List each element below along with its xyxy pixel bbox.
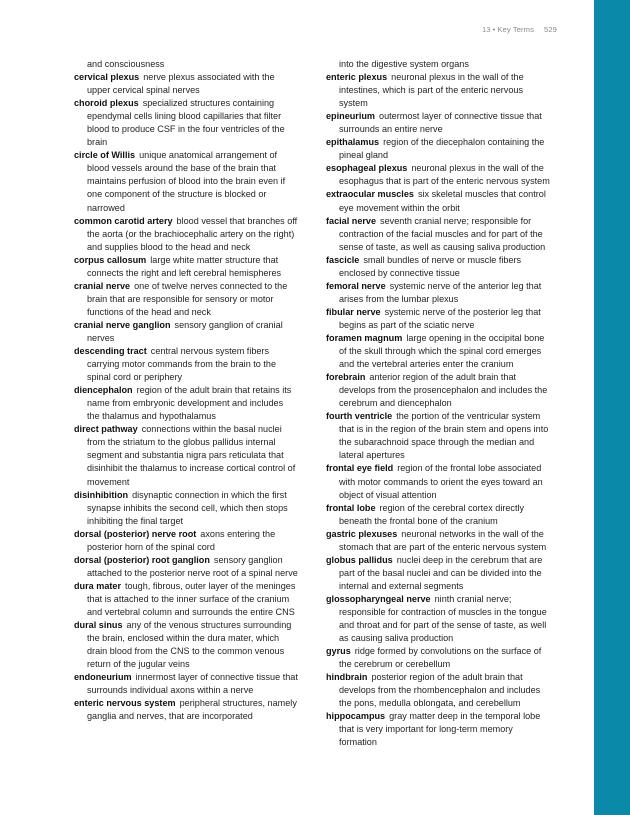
glossary-term: globus pallidus: [326, 554, 393, 565]
glossary-term: dural sinus: [74, 620, 123, 631]
glossary-definition: innermost layer of connective tissue that surrounds individual axons within a nerve: [87, 672, 298, 696]
glossary-entry: [74, 423, 298, 488]
glossary-definition: any of the venous structures surrounding the brain, enclosed within the dura mater, which drain blood from the CNS to the common venous return of the jugular veins: [87, 620, 292, 670]
glossary-definition: large opening in the occipital bone of the skull through which the spinal cord emerges and the vertebral arteries enter the cranium: [339, 332, 545, 370]
glossary-definition: sensory ganglion of cranial nerves: [87, 319, 283, 343]
glossary-entry: [326, 254, 550, 280]
glossary-definition: neuronal plexus in the wall of the intestines, which is part of the enteric nervous system: [339, 72, 524, 109]
glossary-definition: nuclei deep in the cerebrum that are part of the basal nuclei and can be divided into the internal and external segments: [339, 554, 543, 591]
glossary-definition: connections within the basal nuclei from the striatum to the globus pallidus internal segment and substantia nigra pars reticulata that disinhibit the thalamus to increase cortical control of movement: [87, 424, 296, 487]
glossary-term: cervical plexus: [74, 72, 140, 83]
header-separator: •: [492, 25, 496, 34]
glossary-entry: [74, 97, 298, 149]
glossary-term: choroid plexus: [74, 98, 139, 109]
glossary-term: frontal lobe: [326, 502, 376, 513]
glossary-entry: [326, 710, 550, 749]
glossary-column-left: [74, 58, 298, 723]
glossary-definition: region of the adult brain that retains its name from embryonic development and includes the thalamus and hypothalamus: [87, 385, 292, 422]
glossary-entry: [74, 280, 298, 319]
glossary-definition: systemic nerve of the anterior leg that arises from the lumbar plexus: [339, 280, 542, 304]
glossary-entry: [74, 345, 298, 384]
glossary-term: cranial nerve ganglion: [74, 319, 171, 330]
glossary-entry: [74, 319, 298, 345]
glossary-entry: [326, 332, 550, 371]
continuation-text: into the digestive system organs: [339, 59, 469, 69]
glossary-entry: [326, 410, 550, 462]
glossary-entry: [326, 280, 550, 306]
glossary-definition: tough, fibrous, outer layer of the meninges that is attached to the inner surface of the cranium and vertebral column and surrounds the entire CNS: [87, 580, 296, 617]
glossary-term: dura mater: [74, 580, 122, 591]
glossary-term: facial nerve: [326, 215, 377, 226]
accent-side-bar: [594, 0, 630, 815]
glossary-entry: [74, 528, 298, 554]
glossary-definition: outermost layer of connective tissue that surrounds an entire nerve: [339, 111, 542, 135]
glossary-entry: [74, 580, 298, 619]
glossary-term: diencephalon: [74, 385, 133, 396]
glossary-term: dorsal (posterior) root ganglion: [74, 554, 210, 565]
glossary-term: endoneurium: [74, 672, 132, 683]
glossary-definition: large white matter structure that connects the right and left cerebral hemispheres: [87, 254, 282, 278]
glossary-definition: small bundles of nerve or muscle fibers enclosed by connective tissue: [339, 254, 522, 278]
glossary-term: epithalamus: [326, 137, 380, 148]
glossary-definition: seventh cranial nerve; responsible for contraction of the facial muscles and for part of the sense of taste, as well as causing saliva production: [339, 215, 546, 252]
glossary-entry: [326, 528, 550, 554]
glossary-entry: [326, 162, 550, 188]
section-title: Key Terms: [497, 25, 535, 34]
glossary-definition: unique anatomical arrangement of blood vessels around the base of the brain that maintains perfusion of blood into the brain even if one component of the structure is blocked or narrowed: [87, 150, 286, 213]
glossary-term: glossopharyngeal nerve: [326, 593, 431, 604]
page-number: 529: [544, 25, 557, 34]
glossary-definition: blood vessel that branches off the aorta (or the brachiocephalic artery on the right) and supplies blood to the head and neck: [87, 215, 298, 252]
glossary-entry: [74, 619, 298, 671]
glossary-definition: region of the diecephalon containing the pineal gland: [339, 137, 545, 161]
glossary-definition: disynaptic connection in which the first synapse inhibits the second cell, which then stops inhibiting the final target: [87, 489, 288, 526]
glossary-term: gastric plexuses: [326, 528, 398, 539]
glossary-term: dorsal (posterior) nerve root: [74, 528, 197, 539]
glossary-definition: gray matter deep in the temporal lobe that is very important for long-term memory formation: [339, 711, 541, 748]
glossary-entry: [326, 554, 550, 593]
glossary-definition: neuronal networks in the wall of the stomach that are part of the enteric nervous system: [339, 528, 547, 552]
glossary-term: common carotid artery: [74, 215, 173, 226]
glossary-entry: [74, 384, 298, 423]
glossary-definition: neuronal plexus in the wall of the esophagus that is part of the enteric nervous system: [339, 163, 550, 187]
glossary-definition: peripheral structures, namely ganglia and nerves, that are incorporated: [87, 698, 297, 722]
glossary-definition: ninth cranial nerve; responsible for contraction of muscles in the tongue and throat and for part of the sense of taste, as well as causing saliva production: [339, 593, 547, 644]
glossary-definition: six skeletal muscles that control eye movement within the orbit: [339, 189, 546, 213]
glossary-entry: [326, 136, 550, 162]
glossary-definition: central nervous system fibers carrying motor commands from the brain to the spinal cord or periphery: [87, 346, 277, 383]
glossary-term: disinhibition: [74, 489, 129, 500]
glossary-entry: [326, 371, 550, 410]
glossary-term: fourth ventricle: [326, 411, 393, 422]
glossary-entry: [74, 671, 298, 697]
glossary-entry: [326, 671, 550, 710]
glossary-definition: nerve plexus associated with the upper cervical spinal nerves: [87, 72, 275, 96]
glossary-term: esophageal plexus: [326, 163, 408, 174]
glossary-definition: one of twelve nerves connected to the brain that are responsible for sensory or motor functions of the head and neck: [87, 280, 288, 317]
glossary-entry: [326, 110, 550, 136]
glossary-entry: [326, 306, 550, 332]
glossary-term: hindbrain: [326, 672, 368, 683]
glossary-term: cranial nerve: [74, 280, 131, 291]
glossary-entry: [74, 697, 298, 723]
glossary-entry: [326, 215, 550, 254]
glossary-term: gyrus: [326, 646, 351, 657]
running-header: [482, 25, 557, 34]
glossary-definition: region of the cerebral cortex directly beneath the frontal bone of the cranium: [339, 502, 525, 526]
glossary-term: direct pathway: [74, 424, 138, 435]
glossary-definition: region of the frontal lobe associated with motor commands to orient the eyes toward an object of visual attention: [339, 463, 543, 500]
glossary-term: fibular nerve: [326, 306, 381, 317]
glossary-entry: [74, 149, 298, 214]
glossary-definition: posterior region of the adult brain that develops from the rhombencephalon and includes the pons, medulla oblongata, and cerebellum: [339, 672, 541, 709]
glossary-entry: [326, 502, 550, 528]
glossary-term: descending tract: [74, 346, 147, 357]
glossary-term: foramen magnum: [326, 332, 403, 343]
glossary-entry: [326, 71, 550, 110]
glossary-term: extraocular muscles: [326, 189, 414, 200]
glossary-definition: axons entering the posterior horn of the spinal cord: [87, 528, 276, 552]
glossary-entry: [326, 645, 550, 671]
continuation-text: and consciousness: [87, 59, 165, 69]
glossary-entry: [326, 462, 550, 501]
glossary-entry: [74, 254, 298, 280]
glossary-column-right: [326, 58, 550, 749]
glossary-entry: [74, 554, 298, 580]
glossary-term: fascicle: [326, 254, 360, 265]
glossary-entry: [74, 489, 298, 528]
glossary-definition: specialized structures containing ependymal cells lining blood capillaries that filter blood to produce CSF in the four ventricles of the brain: [87, 98, 285, 148]
glossary-term: frontal eye field: [326, 463, 394, 474]
chapter-number: 13: [481, 25, 491, 34]
glossary-definition: the portion of the ventricular system that is in the region of the brain stem and opens into the subarachnoid space through the median and lateral apertures: [339, 411, 549, 461]
glossary-definition: systemic nerve of the posterior leg that begins as part of the sciatic nerve: [339, 306, 541, 330]
glossary-term: femoral nerve: [326, 280, 386, 291]
glossary-term: circle of Willis: [74, 150, 136, 161]
glossary-term: enteric nervous system: [74, 698, 176, 709]
glossary-entry: [326, 593, 550, 645]
glossary-term: corpus callosum: [74, 254, 147, 265]
glossary-definition: ridge formed by convolutions on the surface of the cerebrum or cerebellum: [339, 646, 542, 670]
glossary-definition: anterior region of the adult brain that develops from the prosencephalon and includes the cerebrum and diencephalon: [339, 372, 548, 409]
glossary-entry: [74, 71, 298, 97]
glossary-entry: [326, 188, 550, 214]
glossary-term: forebrain: [326, 372, 366, 383]
glossary-term: hippocampus: [326, 711, 386, 722]
glossary-term: epineurium: [326, 111, 376, 122]
glossary-term: enteric plexus: [326, 72, 388, 83]
glossary-definition: sensory ganglion attached to the posterior nerve root of a spinal nerve: [87, 554, 298, 578]
glossary-entry: [74, 215, 298, 254]
